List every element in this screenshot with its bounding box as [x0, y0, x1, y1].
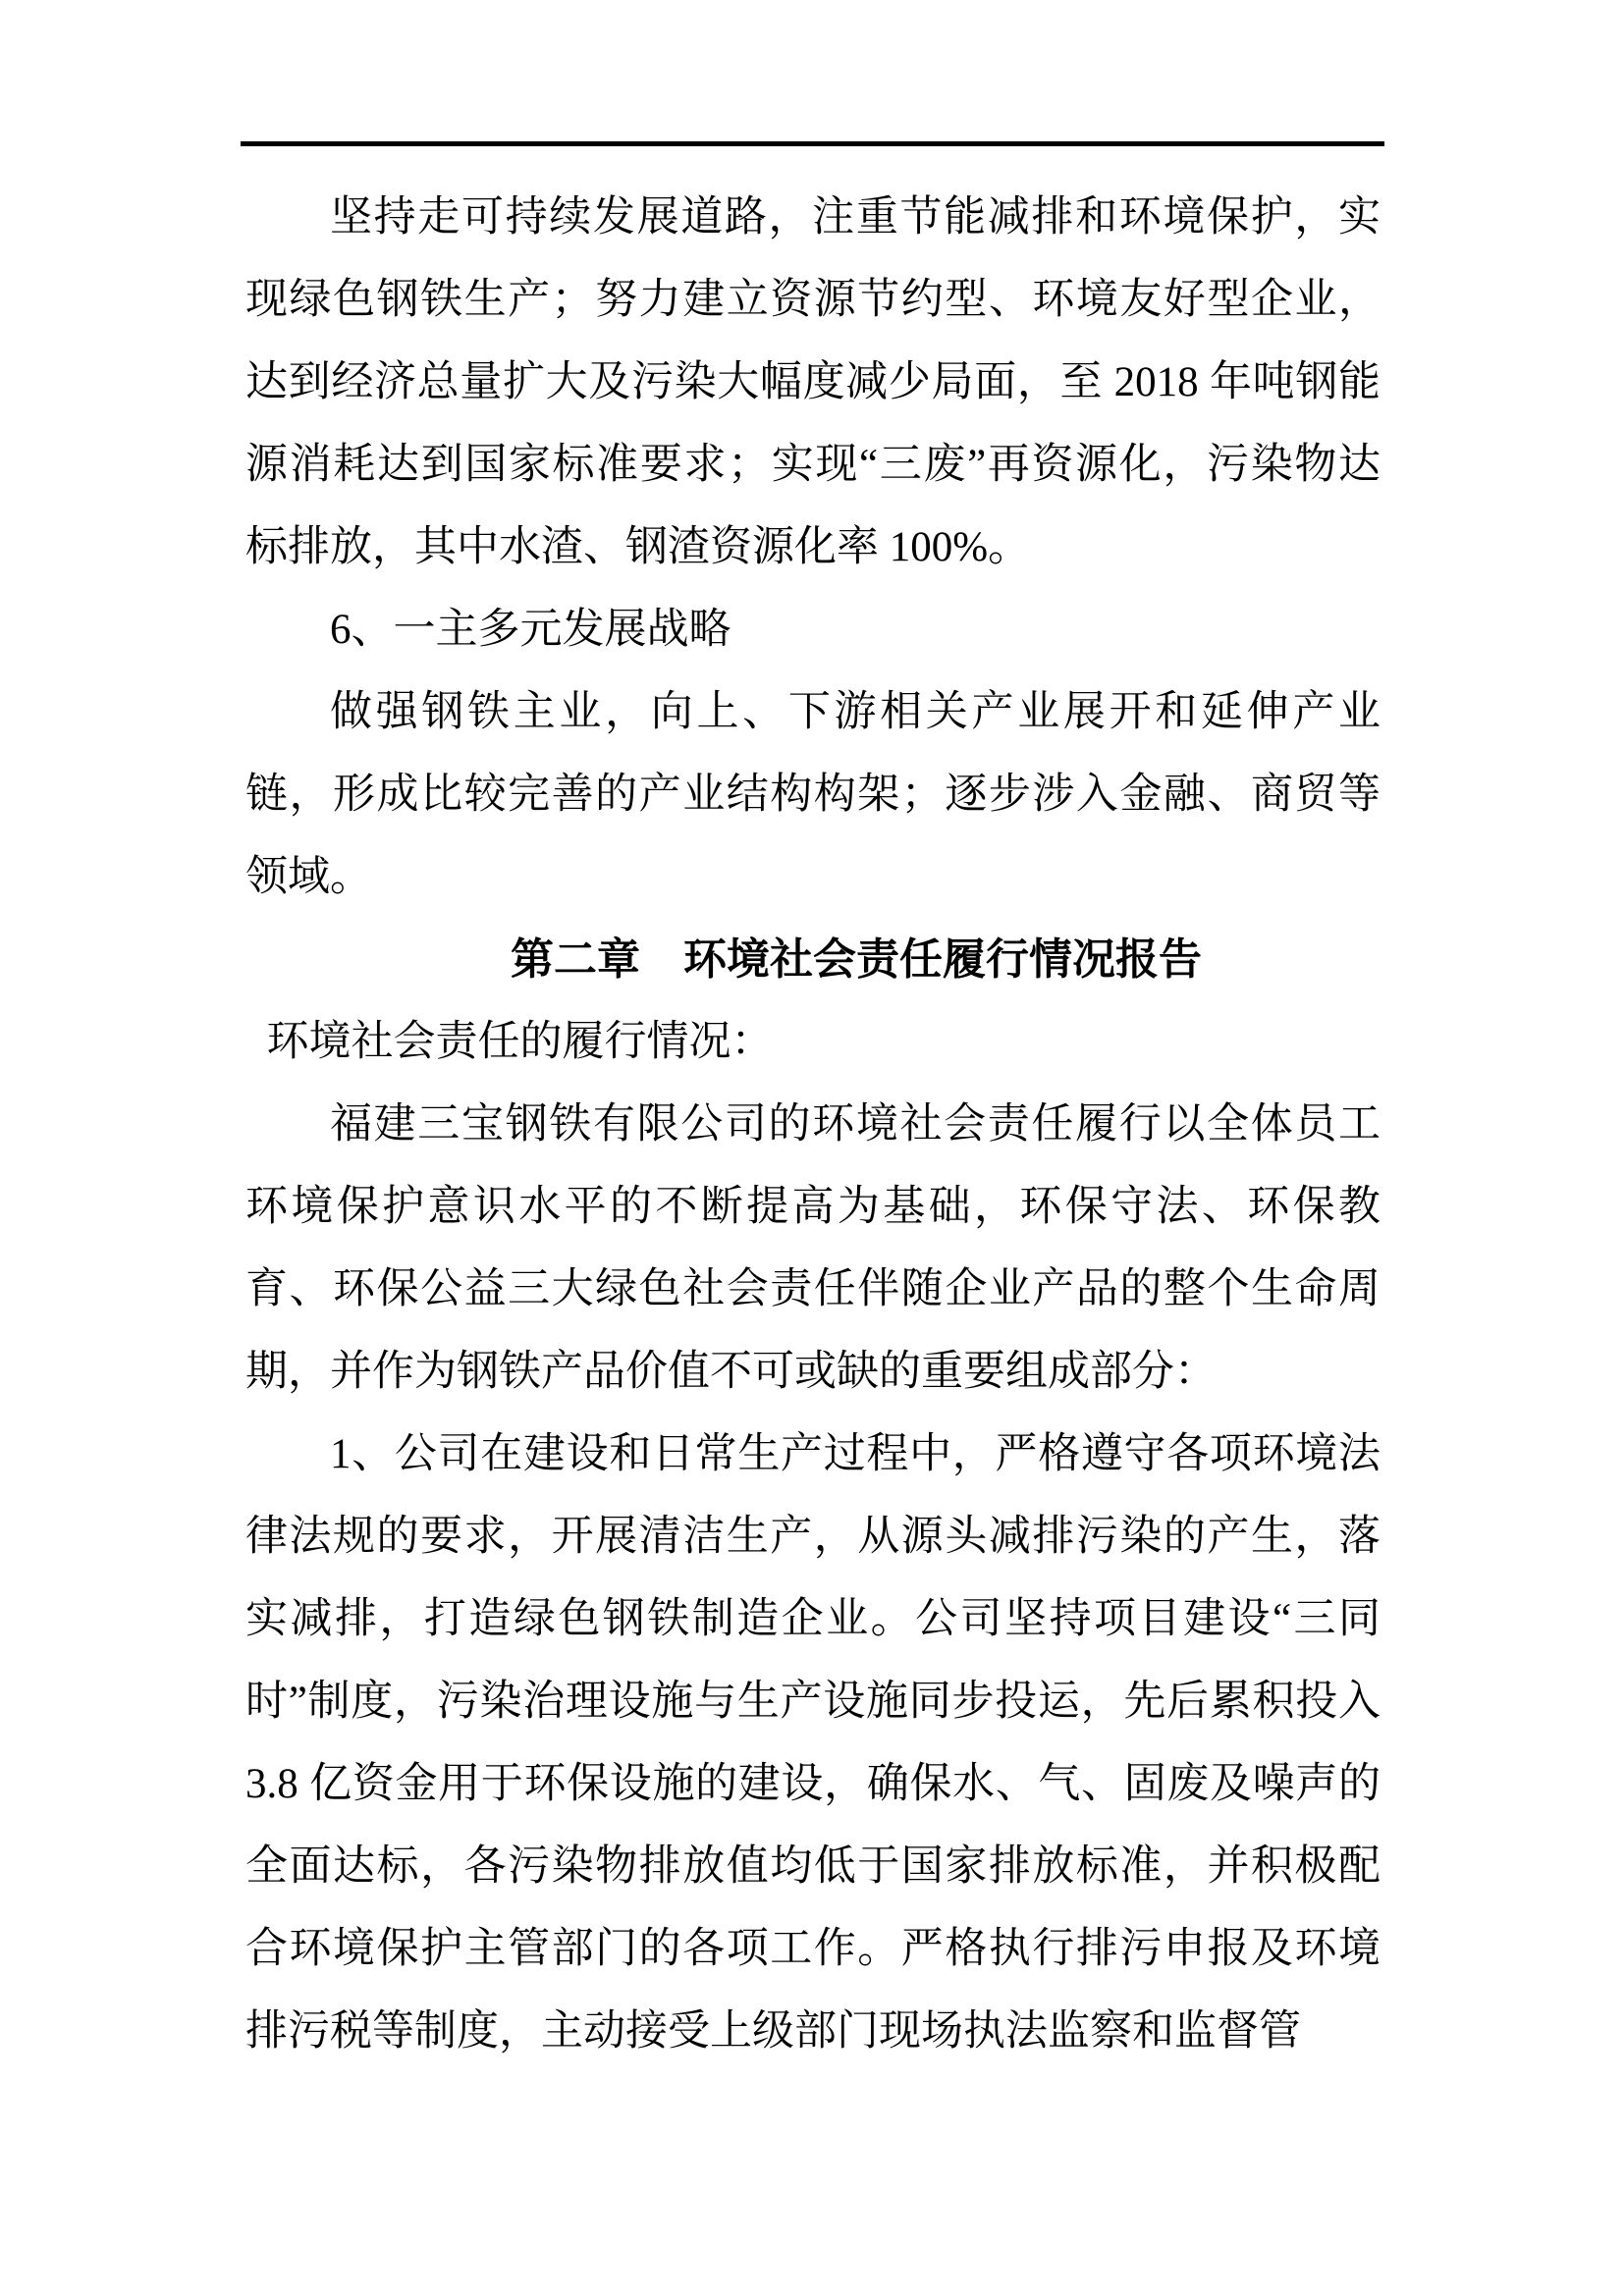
document-body [245, 177, 1380, 2073]
paragraph-company-responsibility: 福建三宝钢铁有限公司的环境社会责任履行以全体员工环境保护意识水平的不断提高为基础，环保守法、环保教育、环保公益三大绿色社会责任伴随企业产品的整个生命周期，并作为钢铁产品价值不可或缺的重要组成部分： [245, 1101, 1380, 1395]
paragraph-section-lead: 环境社会责任的履行情况： [266, 1019, 774, 1065]
chapter-heading: 第二章 环境社会责任履行情况报告 [511, 935, 1202, 984]
paragraph-main-business: 做强钢铁主业，向上、下游相关产业展开和延伸产业链，形成比较完善的产业结构构架；逐步涉入金融、商贸等领域。 [245, 689, 1380, 900]
paragraph-sustainability-strategy: 坚持走可持续发展道路，注重节能减排和环境保护，实现绿色钢铁生产；努力建立资源节约型、环境友好型企业，达到经济总量扩大及污染大幅度减少局面，至 2018 年吨钢能源消耗达到国家标准要求；实现“三废”再资源化，污染物达标排放，其中水渣、钢渣资源化率 100%。 [245, 194, 1380, 570]
paragraph-strategy-item-6: 6、一主多元发展战略 [330, 607, 731, 653]
paragraph-compliance-item-1: 1、公司在建设和日常生产过程中，严格遵守各项环境法律法规的要求，开展清洁生产，从源头减排污染的产生，落实减排，打造绿色钢铁制造企业。公司坚持项目建设“三同时”制度，污染治理设施与生产设施同步投运，先后累积投入 3.8 亿资金用于环保设施的建设，确保水、气、固废及噪声的全面达标，各污染物排放值均低于国家排放标准，并积极配合环境保护主管部门的各项工作。严格执行排污申报及环境排污税等制度，主动接受上级部门现场执法监察和监督管 [245, 1431, 1380, 2055]
header-rule [241, 141, 1384, 146]
